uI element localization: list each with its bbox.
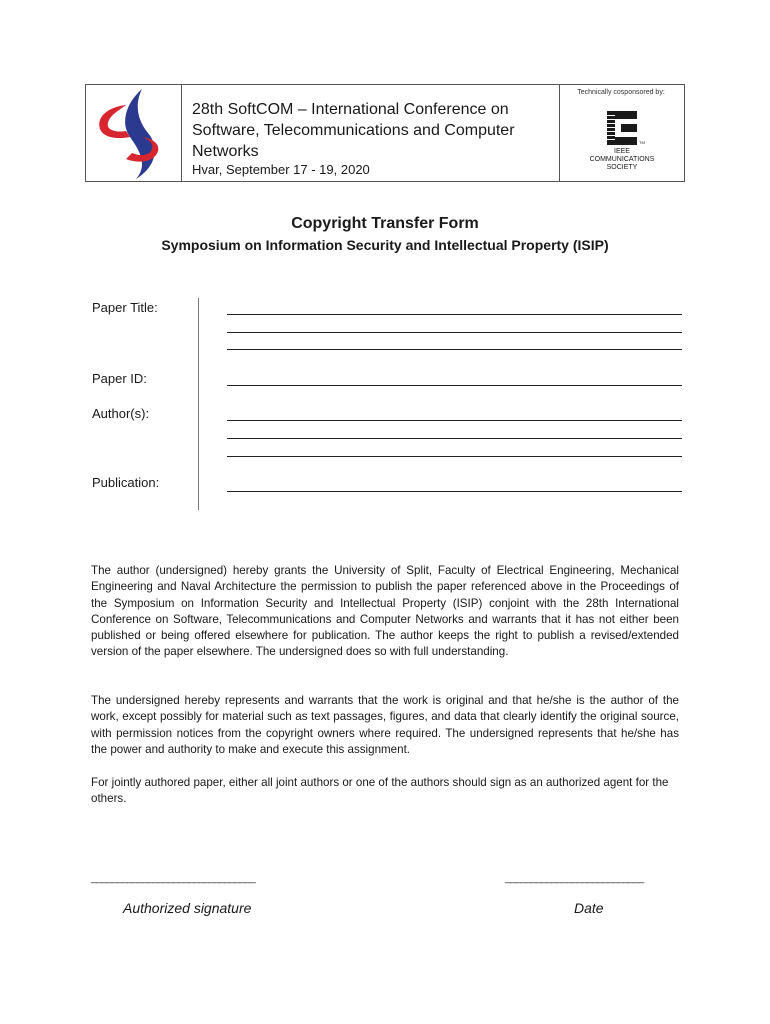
svg-text:TM: TM [639, 140, 645, 145]
authors-label: Author(s): [92, 406, 150, 421]
field-divider [198, 298, 199, 510]
publication-label: Publication: [92, 475, 160, 490]
authors-line-3[interactable] [227, 456, 682, 457]
paper-title-line-3[interactable] [227, 349, 682, 350]
grant-paragraph: The author (undersigned) hereby grants the University of Split, Faculty of Electrical Engineering, Mechanical Engineering and Naval Architecture the permission to publish the paper referenced above in the Proceedings of the Symposium on Information Security and Intellectual Property (ISIP) conjoint with the 28th International Conference on Software, Telecommunications and Computer Networks and warrants that it has not either been published or being offered elsewhere for publication. The author keeps the right to publish a revised/extended version of the paper elsewhere. The undersigned does so with full understanding. [91, 564, 679, 659]
authors-line-2[interactable] [227, 438, 682, 439]
cosponsor-note: Technically cosponsored by: [577, 89, 665, 96]
authors-line-1[interactable] [227, 420, 682, 421]
paper-title-label: Paper Title: [92, 300, 158, 315]
conference-place-date: Hvar, September 17 - 19, 2020 [192, 162, 370, 177]
warranty-paragraph: The undersigned hereby represents and warrants that the work is original and that he/she is the author of the work, except possibly for material such as text passages, figures, and data that clearly identify the original source, with permission notices from the copyright owners where required. The undersigned represents that he/she has the power and authority to make and execute this assignment. [91, 694, 679, 756]
paper-id-line[interactable] [227, 385, 682, 386]
form-subtitle: Symposium on Information Security and Intellectual Property (ISIP) [161, 237, 609, 253]
softcom-logo [86, 85, 181, 181]
ieee-comsoc-logo [587, 111, 663, 175]
conference-title-cell [181, 85, 560, 181]
date-line[interactable]: ___________________________ [505, 872, 644, 884]
conference-title: 28th SoftCOM – International Conference on Software, Telecommunications and Computer Networks [192, 101, 515, 160]
ieee-logo-line-3: SOCIETY [606, 164, 638, 171]
publication-line[interactable] [227, 491, 682, 492]
softcom-logo-cell [86, 85, 182, 181]
signature-line[interactable]: ________________________________ [91, 872, 255, 884]
form-title: Copyright Transfer Form [291, 215, 479, 232]
conference-header [85, 84, 685, 182]
signature-label: Authorized signature [123, 900, 252, 916]
date-label: Date [574, 900, 604, 916]
ieee-logo-line-1: IEEE [614, 148, 630, 155]
paper-id-label: Paper ID: [92, 371, 147, 386]
joint-authors-paragraph: For jointly authored paper, either all joint authors or one of the authors should sign as an authorized agent for the others. [91, 776, 669, 806]
cosponsor-cell [559, 85, 684, 181]
paper-title-line-2[interactable] [227, 332, 682, 333]
ieee-logo-line-2: COMMUNICATIONS [589, 156, 655, 163]
paper-title-line-1[interactable] [227, 314, 682, 315]
